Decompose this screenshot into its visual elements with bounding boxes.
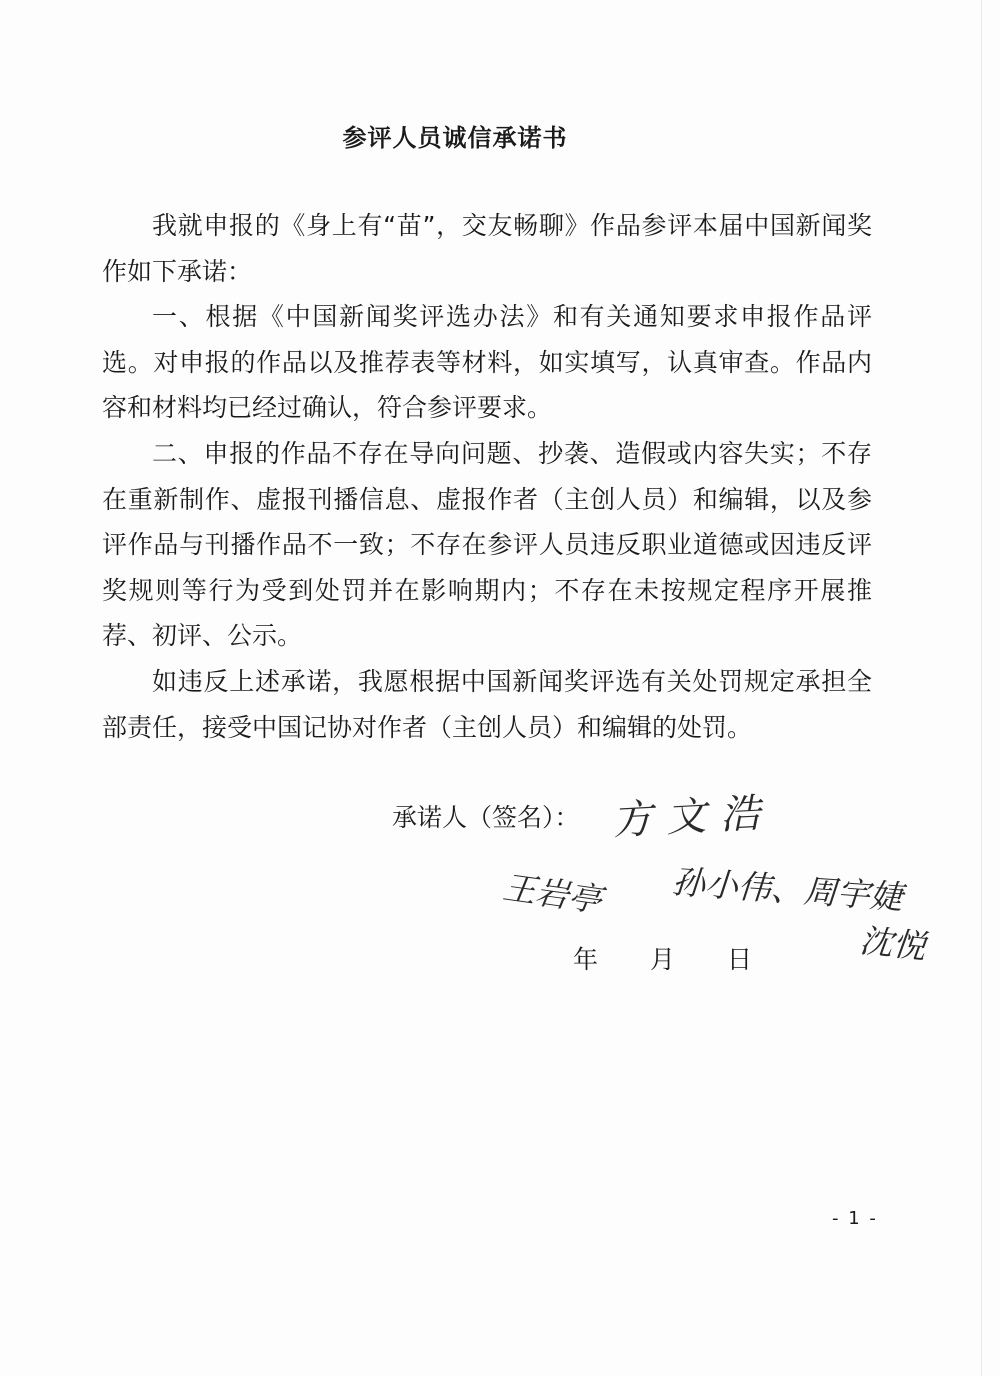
signature-second-3: 沈悦 bbox=[857, 920, 928, 967]
paragraph-point-2: 二、申报的作品不存在导向问题、抄袭、造假或内容失实；不存在重新制作、虚报刊播信息、虚报作者（主创人员）和编辑，以及参评作品与刊播作品不一致；不存在参评人员违反职业道德或因违反评奖规则等行为受到处罚并在影响期内；不存在未按规定程序开展推荐、初评、公示。 bbox=[102, 438, 872, 651]
signature-main: 方文浩 bbox=[611, 789, 776, 845]
paragraph-intro: 我就申报的《身上有“苗”，交友畅聊》作品参评本届中国新闻奖作如下承诺： bbox=[102, 211, 872, 286]
document-body bbox=[102, 203, 872, 750]
document-title: 参评人员诚信承诺书 bbox=[342, 123, 568, 152]
date-gap bbox=[675, 940, 727, 976]
promisor-line bbox=[392, 798, 580, 834]
signature-second-2: 孙小伟、周宇婕 bbox=[670, 861, 904, 918]
date-year-label: 年 bbox=[573, 945, 599, 974]
signature-second-1: 王岩亭 bbox=[500, 867, 604, 920]
date-day-label: 日 bbox=[727, 945, 753, 974]
paragraph-closing: 如违反上述承诺，我愿根据中国新闻奖评选有关处罚规定承担全部责任，接受中国记协对作者（主创人员）和编辑的处罚。 bbox=[102, 666, 872, 742]
date-line bbox=[573, 940, 752, 976]
page-number: - 1 - bbox=[832, 1208, 878, 1229]
paragraph-point-1: 一、根据《中国新闻奖评选办法》和有关通知要求申报作品评选。对申报的作品以及推荐表等材料，如实填写，认真审查。作品内容和材料均已经过确认，符合参评要求。 bbox=[102, 302, 872, 423]
scan-edge bbox=[981, 0, 982, 1376]
date-gap bbox=[598, 940, 650, 976]
promisor-label: 承诺人（签名）： bbox=[392, 803, 580, 832]
date-month-label: 月 bbox=[650, 945, 676, 974]
